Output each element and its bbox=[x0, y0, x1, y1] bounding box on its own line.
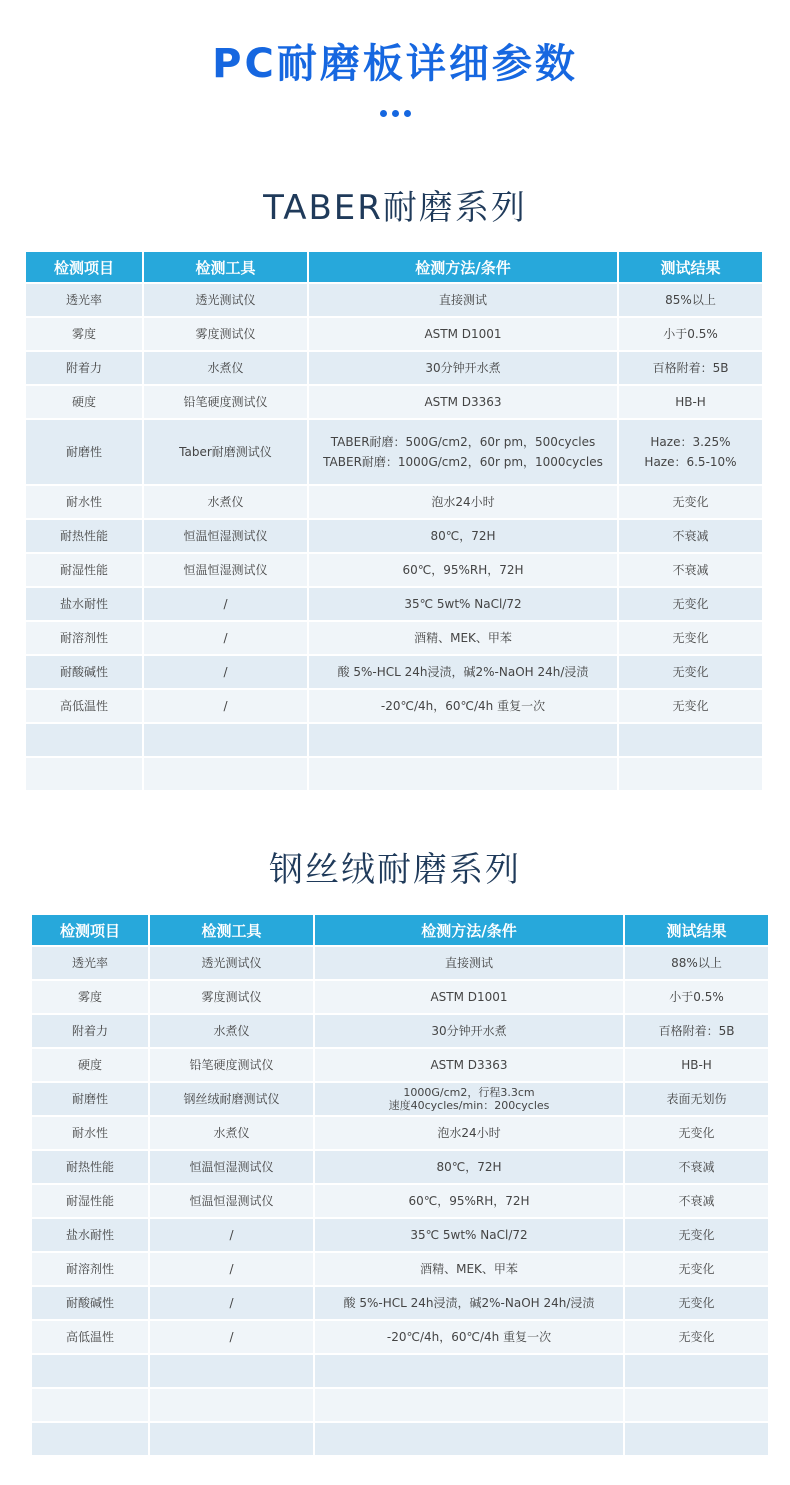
cell-item: 雾度 bbox=[32, 981, 148, 1013]
header-method: 检测方法/条件 bbox=[315, 915, 623, 945]
table-row bbox=[32, 947, 768, 979]
method-line: ASTM D3363 bbox=[430, 1058, 508, 1072]
cell-method bbox=[315, 1253, 623, 1285]
cell-method bbox=[309, 588, 617, 620]
cell-method bbox=[309, 352, 617, 384]
cell-result bbox=[625, 1185, 768, 1217]
empty-cell bbox=[625, 1423, 768, 1455]
cell-method bbox=[309, 656, 617, 688]
cell-tool: 水煮仪 bbox=[150, 1015, 313, 1047]
cell-tool: / bbox=[144, 690, 307, 722]
cell-tool: 恒温恒湿测试仪 bbox=[150, 1185, 313, 1217]
method-line: TABER耐磨：500G/cm2，60r pm，500cycles bbox=[330, 435, 596, 449]
cell-result bbox=[625, 981, 768, 1013]
cell-item: 盐水耐性 bbox=[32, 1219, 148, 1251]
method-line: 35℃ 5wt% NaCl/72 bbox=[404, 597, 522, 611]
table-row bbox=[26, 690, 762, 722]
table-header-row bbox=[26, 252, 762, 282]
cell-tool: 雾度测试仪 bbox=[144, 318, 307, 350]
cell-item: 耐酸碱性 bbox=[26, 656, 142, 688]
table-row bbox=[32, 981, 768, 1013]
result-line: HB-H bbox=[681, 1058, 712, 1072]
empty-cell bbox=[315, 1389, 623, 1421]
empty-cell bbox=[619, 758, 762, 790]
cell-method bbox=[315, 1015, 623, 1047]
cell-tool: 水煮仪 bbox=[144, 352, 307, 384]
result-line: 不衰减 bbox=[672, 529, 709, 543]
empty-cell bbox=[150, 1389, 313, 1421]
table-row bbox=[26, 386, 762, 418]
empty-cell bbox=[625, 1355, 768, 1387]
table-row bbox=[26, 284, 762, 316]
cell-method bbox=[315, 981, 623, 1013]
header-tool: 检测工具 bbox=[150, 915, 313, 945]
empty-table-row bbox=[32, 1389, 768, 1421]
cell-item: 透光率 bbox=[32, 947, 148, 979]
cell-result bbox=[619, 420, 762, 484]
header-item: 检测项目 bbox=[32, 915, 148, 945]
empty-cell bbox=[619, 724, 762, 756]
cell-result bbox=[625, 1321, 768, 1353]
cell-item: 耐水性 bbox=[32, 1117, 148, 1149]
empty-cell bbox=[144, 724, 307, 756]
cell-method bbox=[315, 1219, 623, 1251]
cell-result bbox=[619, 656, 762, 688]
cell-item: 耐热性能 bbox=[26, 520, 142, 552]
cell-method bbox=[309, 622, 617, 654]
table-row bbox=[32, 1083, 768, 1115]
cell-result bbox=[619, 352, 762, 384]
cell-tool: 透光测试仪 bbox=[150, 947, 313, 979]
cell-method bbox=[315, 1049, 623, 1081]
method-line: 酸 5%-HCL 24h浸渍，碱2%-NaOH 24h/浸渍 bbox=[343, 1296, 595, 1310]
cell-result bbox=[625, 1219, 768, 1251]
section-title-taber: TABER耐磨系列 bbox=[263, 188, 527, 228]
cell-result bbox=[619, 588, 762, 620]
cell-tool: / bbox=[150, 1321, 313, 1353]
cell-method bbox=[309, 554, 617, 586]
cell-method bbox=[309, 690, 617, 722]
result-line: 百格附着：5B bbox=[652, 361, 729, 375]
empty-cell bbox=[309, 758, 617, 790]
cell-method bbox=[315, 1321, 623, 1353]
cell-result bbox=[619, 520, 762, 552]
result-line: 小于0.5% bbox=[663, 327, 718, 341]
cell-method bbox=[315, 1287, 623, 1319]
cell-item: 耐湿性能 bbox=[26, 554, 142, 586]
result-line: 88%以上 bbox=[671, 956, 722, 970]
table-row bbox=[26, 486, 762, 518]
header-result: 测试结果 bbox=[625, 915, 768, 945]
table-row bbox=[32, 1151, 768, 1183]
header-method: 检测方法/条件 bbox=[309, 252, 617, 282]
cell-item: 盐水耐性 bbox=[26, 588, 142, 620]
cell-tool: Taber耐磨测试仪 bbox=[144, 420, 307, 484]
cell-result bbox=[625, 1117, 768, 1149]
result-line: 不衰减 bbox=[678, 1194, 715, 1208]
result-line: 小于0.5% bbox=[669, 990, 724, 1004]
cell-item: 附着力 bbox=[26, 352, 142, 384]
result-line: Haze：3.25% bbox=[650, 435, 731, 449]
cell-method bbox=[315, 947, 623, 979]
method-line: 酒精、MEK、甲苯 bbox=[414, 631, 512, 645]
cell-result bbox=[619, 622, 762, 654]
empty-table-row bbox=[32, 1355, 768, 1387]
method-line: 直接测试 bbox=[438, 293, 487, 307]
cell-item: 耐热性能 bbox=[32, 1151, 148, 1183]
method-line: 酒精、MEK、甲苯 bbox=[420, 1262, 518, 1276]
spec-table-steel-wool bbox=[30, 913, 770, 1457]
result-line: 无变化 bbox=[678, 1228, 715, 1242]
empty-cell bbox=[26, 724, 142, 756]
result-line: 无变化 bbox=[678, 1296, 715, 1310]
cell-tool: 恒温恒湿测试仪 bbox=[144, 520, 307, 552]
cell-result bbox=[619, 554, 762, 586]
cell-tool: / bbox=[150, 1253, 313, 1285]
result-line: 表面无划伤 bbox=[666, 1092, 727, 1106]
table-row bbox=[32, 1185, 768, 1217]
cell-method bbox=[315, 1117, 623, 1149]
cell-result bbox=[619, 318, 762, 350]
method-line: 80℃，72H bbox=[430, 529, 496, 543]
cell-result bbox=[619, 690, 762, 722]
cell-item: 高低温性 bbox=[32, 1321, 148, 1353]
method-line: 30分钟开水煮 bbox=[425, 361, 501, 375]
empty-table-row bbox=[26, 724, 762, 756]
cell-method bbox=[315, 1185, 623, 1217]
section-title-steel-wool: 钢丝绒耐磨系列 bbox=[269, 850, 521, 890]
cell-item: 耐湿性能 bbox=[32, 1185, 148, 1217]
result-line: 不衰减 bbox=[672, 563, 709, 577]
method-line: 酸 5%-HCL 24h浸渍，碱2%-NaOH 24h/浸渍 bbox=[337, 665, 589, 679]
table-row bbox=[26, 420, 762, 484]
cell-item: 耐酸碱性 bbox=[32, 1287, 148, 1319]
cell-result bbox=[625, 1015, 768, 1047]
header-item: 检测项目 bbox=[26, 252, 142, 282]
method-line: 1000G/cm2，行程3.3cm bbox=[403, 1086, 535, 1099]
cell-result bbox=[625, 1083, 768, 1115]
cell-tool: 水煮仪 bbox=[144, 486, 307, 518]
method-line: 速度40cycles/min：200cycles bbox=[388, 1099, 550, 1112]
empty-cell bbox=[144, 758, 307, 790]
cell-method bbox=[309, 420, 617, 484]
cell-item: 耐水性 bbox=[26, 486, 142, 518]
title-dots-divider bbox=[0, 110, 790, 117]
method-line: 泡水24小时 bbox=[431, 495, 495, 509]
cell-result bbox=[625, 1151, 768, 1183]
cell-item: 硬度 bbox=[26, 386, 142, 418]
cell-tool: 雾度测试仪 bbox=[150, 981, 313, 1013]
cell-tool: / bbox=[150, 1219, 313, 1251]
result-line: 无变化 bbox=[672, 665, 709, 679]
cell-result bbox=[625, 1049, 768, 1081]
cell-tool: / bbox=[144, 656, 307, 688]
cell-item: 透光率 bbox=[26, 284, 142, 316]
cell-result bbox=[619, 486, 762, 518]
page-title: PC耐磨板详细参数 bbox=[212, 41, 578, 87]
cell-tool: 水煮仪 bbox=[150, 1117, 313, 1149]
cell-result bbox=[625, 947, 768, 979]
cell-result bbox=[619, 386, 762, 418]
cell-tool: / bbox=[144, 588, 307, 620]
empty-cell bbox=[150, 1423, 313, 1455]
empty-cell bbox=[309, 724, 617, 756]
empty-cell bbox=[26, 758, 142, 790]
table-row bbox=[26, 622, 762, 654]
empty-cell bbox=[315, 1355, 623, 1387]
result-line: 无变化 bbox=[678, 1330, 715, 1344]
result-line: 无变化 bbox=[672, 631, 709, 645]
header-tool: 检测工具 bbox=[144, 252, 307, 282]
cell-item: 耐溶剂性 bbox=[32, 1253, 148, 1285]
table-row bbox=[32, 1117, 768, 1149]
empty-cell bbox=[150, 1355, 313, 1387]
result-line: 百格附着：5B bbox=[658, 1024, 735, 1038]
cell-method bbox=[315, 1151, 623, 1183]
method-line: 直接测试 bbox=[444, 956, 493, 970]
table-row bbox=[32, 1287, 768, 1319]
result-line: 无变化 bbox=[672, 699, 709, 713]
table-row bbox=[32, 1219, 768, 1251]
result-line: 85%以上 bbox=[665, 293, 716, 307]
method-line: TABER耐磨：1000G/cm2，60r pm，1000cycles bbox=[323, 455, 603, 469]
method-line: ASTM D1001 bbox=[424, 327, 502, 341]
cell-item: 硬度 bbox=[32, 1049, 148, 1081]
cell-item: 雾度 bbox=[26, 318, 142, 350]
result-line: 无变化 bbox=[672, 495, 709, 509]
method-line: 35℃ 5wt% NaCl/72 bbox=[410, 1228, 528, 1242]
result-line: 无变化 bbox=[678, 1126, 715, 1140]
cell-tool: 恒温恒湿测试仪 bbox=[144, 554, 307, 586]
empty-cell bbox=[32, 1389, 148, 1421]
method-line: -20℃/4h，60℃/4h 重复一次 bbox=[386, 1330, 552, 1344]
method-line: -20℃/4h，60℃/4h 重复一次 bbox=[380, 699, 546, 713]
method-line: ASTM D1001 bbox=[430, 990, 508, 1004]
result-line: HB-H bbox=[675, 395, 706, 409]
method-line: 30分钟开水煮 bbox=[431, 1024, 507, 1038]
table-header-row bbox=[32, 915, 768, 945]
cell-item: 耐磨性 bbox=[26, 420, 142, 484]
result-line: Haze：6.5-10% bbox=[644, 455, 737, 469]
result-line: 不衰减 bbox=[678, 1160, 715, 1174]
cell-tool: 铅笔硬度测试仪 bbox=[144, 386, 307, 418]
spec-table-taber bbox=[24, 250, 764, 792]
empty-cell bbox=[625, 1389, 768, 1421]
table-row bbox=[26, 588, 762, 620]
cell-tool: 透光测试仪 bbox=[144, 284, 307, 316]
method-line: 泡水24小时 bbox=[437, 1126, 501, 1140]
empty-table-row bbox=[32, 1423, 768, 1455]
cell-tool: 恒温恒湿测试仪 bbox=[150, 1151, 313, 1183]
table-row bbox=[26, 520, 762, 552]
empty-cell bbox=[315, 1423, 623, 1455]
cell-item: 附着力 bbox=[32, 1015, 148, 1047]
method-line: 60℃，95%RH，72H bbox=[402, 563, 524, 577]
table-row bbox=[32, 1049, 768, 1081]
cell-method bbox=[315, 1083, 623, 1115]
method-line: 80℃，72H bbox=[436, 1160, 502, 1174]
cell-item: 高低温性 bbox=[26, 690, 142, 722]
cell-method bbox=[309, 318, 617, 350]
cell-tool: / bbox=[150, 1287, 313, 1319]
cell-result bbox=[619, 284, 762, 316]
cell-method bbox=[309, 386, 617, 418]
result-line: 无变化 bbox=[678, 1262, 715, 1276]
method-line: ASTM D3363 bbox=[424, 395, 502, 409]
cell-method bbox=[309, 284, 617, 316]
table-row bbox=[26, 554, 762, 586]
cell-method bbox=[309, 486, 617, 518]
cell-item: 耐溶剂性 bbox=[26, 622, 142, 654]
table-row bbox=[32, 1015, 768, 1047]
result-line: 无变化 bbox=[672, 597, 709, 611]
empty-cell bbox=[32, 1423, 148, 1455]
method-line: 60℃，95%RH，72H bbox=[408, 1194, 530, 1208]
cell-method bbox=[309, 520, 617, 552]
table-row bbox=[32, 1321, 768, 1353]
empty-cell bbox=[32, 1355, 148, 1387]
cell-item: 耐磨性 bbox=[32, 1083, 148, 1115]
table-row bbox=[26, 318, 762, 350]
cell-tool: 钢丝绒耐磨测试仪 bbox=[150, 1083, 313, 1115]
empty-table-row bbox=[26, 758, 762, 790]
cell-tool: 铅笔硬度测试仪 bbox=[150, 1049, 313, 1081]
cell-result bbox=[625, 1287, 768, 1319]
header-result: 测试结果 bbox=[619, 252, 762, 282]
cell-result bbox=[625, 1253, 768, 1285]
table-row bbox=[32, 1253, 768, 1285]
cell-tool: / bbox=[144, 622, 307, 654]
table-row bbox=[26, 352, 762, 384]
table-row bbox=[26, 656, 762, 688]
